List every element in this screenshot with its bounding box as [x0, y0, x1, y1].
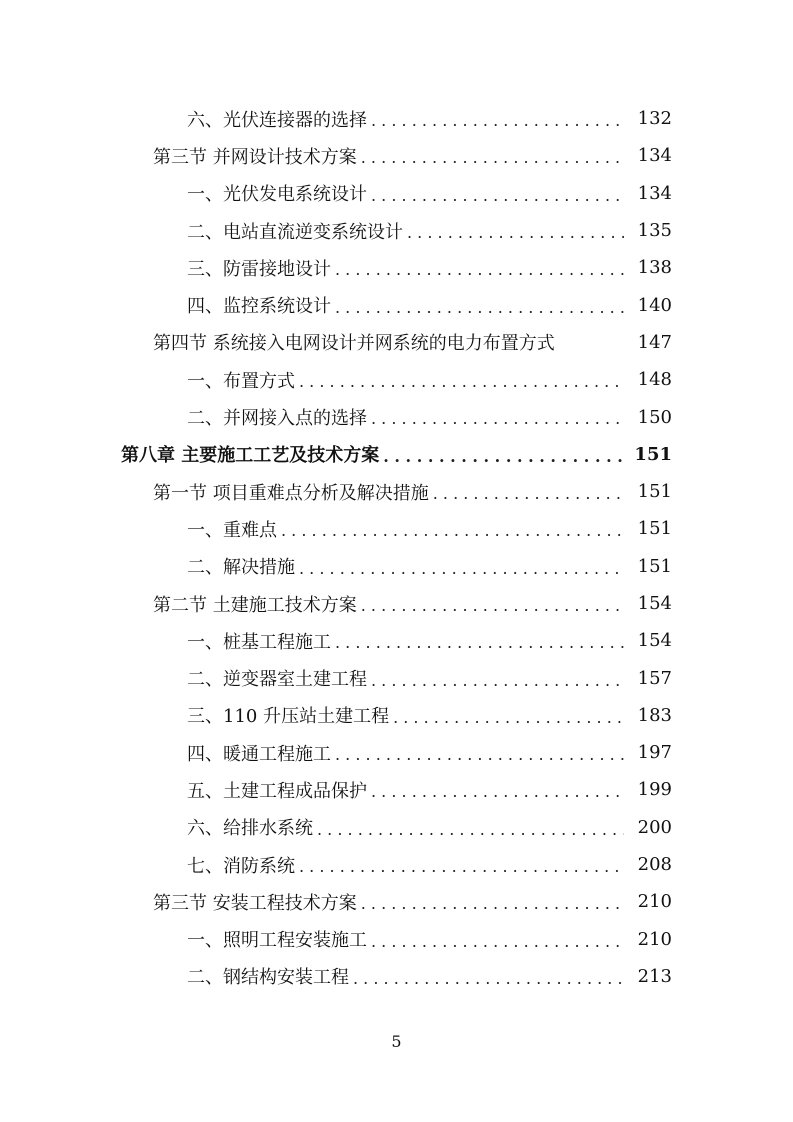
- toc-entry-page: 140: [637, 294, 672, 316]
- toc-entry-page: 135: [637, 220, 672, 242]
- toc-entry-page: 154: [637, 630, 672, 652]
- toc-dot-leader: [371, 107, 624, 130]
- toc-entry-title: 二、电站直流逆变系统设计: [187, 221, 403, 243]
- toc-entry-page: 151: [637, 555, 672, 577]
- toc-entry[interactable]: [0, 622, 793, 659]
- toc-entry[interactable]: [0, 100, 793, 137]
- toc-entry[interactable]: [0, 958, 793, 995]
- toc-dot-leader: [317, 816, 624, 839]
- toc-dot-leader: [433, 480, 624, 503]
- toc-entry[interactable]: [0, 324, 793, 361]
- toc-entry-page: 154: [637, 593, 672, 614]
- toc-entry[interactable]: [0, 883, 793, 920]
- toc-dot-leader: [281, 517, 624, 540]
- toc-entry-title: 第二节 土建施工技术方案: [153, 594, 357, 616]
- toc-entry-page: 213: [637, 965, 672, 987]
- toc-entry-page: 208: [637, 854, 672, 876]
- toc-entry-title: 第八章 主要施工工艺及技术方案: [121, 445, 380, 467]
- toc-entry-page: 134: [637, 182, 672, 204]
- toc-dot-leader: [371, 667, 624, 690]
- toc-entry-title: 一、重难点: [187, 519, 277, 541]
- toc-dot-leader: [361, 144, 624, 167]
- toc-dot-leader: [335, 629, 624, 652]
- toc-dot-leader: [299, 853, 624, 876]
- toc-entry-page: 210: [637, 928, 672, 950]
- toc-entry-page: 138: [637, 257, 672, 279]
- toc-entry-title: 一、光伏发电系统设计: [187, 184, 367, 206]
- toc-entry[interactable]: [0, 175, 793, 212]
- toc-entry-page: 151: [634, 443, 672, 465]
- toc-entry-title: 一、照明工程安装施工: [187, 930, 367, 952]
- toc-entry-title: 二、逆变器室土建工程: [187, 669, 367, 691]
- toc-entry-page: 147: [637, 331, 672, 353]
- toc-dot-leader: [335, 256, 624, 279]
- toc-entry[interactable]: [0, 697, 793, 734]
- toc-entry-page: 151: [637, 481, 672, 503]
- toc-entry-page: 210: [637, 891, 672, 913]
- toc-entry-title: 六、光伏连接器的选择: [187, 109, 367, 131]
- page-number: 5: [391, 1032, 402, 1051]
- toc-entry-title: 二、解决措施: [187, 557, 295, 579]
- toc-entry-page: 148: [637, 369, 672, 391]
- toc-entry-title: 二、钢结构安装工程: [187, 967, 349, 989]
- toc-entry-page: 200: [637, 816, 672, 838]
- toc-dot-leader: [335, 741, 624, 764]
- toc-entry-title: 一、桩基工程施工: [187, 631, 331, 653]
- toc-entry-page: 183: [637, 704, 672, 726]
- toc-entry-page: 151: [637, 518, 672, 540]
- toc-entry-page: 199: [637, 779, 672, 801]
- toc-dot-leader: [371, 182, 624, 205]
- toc-entry[interactable]: [0, 734, 793, 771]
- toc-entry[interactable]: [0, 137, 793, 174]
- toc-entry-title: 第三节 并网设计技术方案: [153, 146, 357, 168]
- toc-entry[interactable]: [0, 510, 793, 547]
- toc-dot-leader: [371, 405, 624, 428]
- toc-entry[interactable]: [0, 473, 793, 510]
- toc-entry-title: 二、并网接入点的选择: [187, 408, 367, 430]
- toc-entry-title: 五、土建工程成品保护: [187, 780, 367, 802]
- toc-entry[interactable]: [0, 249, 793, 286]
- toc-entry[interactable]: [0, 809, 793, 846]
- toc-entry[interactable]: [0, 585, 793, 622]
- toc-dot-leader: [353, 965, 624, 988]
- toc-entry[interactable]: [0, 361, 793, 398]
- toc-entry-page: 132: [637, 108, 672, 130]
- toc-dot-leader: [393, 704, 624, 727]
- toc-entry[interactable]: [0, 212, 793, 249]
- toc-entry-title: 第四节 系统接入电网设计并网系统的电力布置方式: [153, 333, 555, 355]
- toc-dot-leader: [407, 219, 624, 242]
- toc-entry[interactable]: [0, 286, 793, 323]
- toc-dot-leader: [299, 555, 624, 578]
- toc-entry-page: 157: [637, 667, 672, 689]
- toc-entry-title: 六、给排水系统: [187, 818, 313, 840]
- toc-dot-leader: [299, 368, 624, 391]
- toc-entry[interactable]: [0, 548, 793, 585]
- toc-entry-title: 第一节 项目重难点分析及解决措施: [153, 482, 429, 504]
- toc-entry-title: 三、110 升压站土建工程: [187, 706, 390, 728]
- toc-dot-leader: [383, 443, 624, 466]
- toc-entry[interactable]: [0, 771, 793, 808]
- toc-dot-leader: [335, 294, 624, 317]
- toc-entry[interactable]: [0, 846, 793, 883]
- toc-entry[interactable]: [0, 921, 793, 958]
- toc-entry-page: 197: [637, 742, 672, 764]
- toc-entry[interactable]: [0, 398, 793, 435]
- toc-entry-title: 第三节 安装工程技术方案: [153, 892, 357, 914]
- toc-dot-leader: [371, 928, 624, 951]
- toc-dot-leader: [361, 890, 624, 913]
- table-of-contents: [0, 100, 793, 995]
- toc-entry-page: 150: [637, 406, 672, 428]
- toc-entry-title: 三、防雷接地设计: [187, 258, 331, 280]
- toc-entry-title: 一、布置方式: [187, 370, 295, 392]
- toc-entry[interactable]: [0, 436, 793, 473]
- toc-entry-page: 134: [637, 145, 672, 167]
- toc-dot-leader: [361, 592, 624, 615]
- toc-dot-leader: [371, 778, 624, 801]
- toc-entry[interactable]: [0, 659, 793, 696]
- toc-entry-title: 七、消防系统: [187, 855, 295, 877]
- toc-entry-title: 四、监控系统设计: [187, 296, 331, 318]
- toc-entry-title: 四、暖通工程施工: [187, 743, 331, 765]
